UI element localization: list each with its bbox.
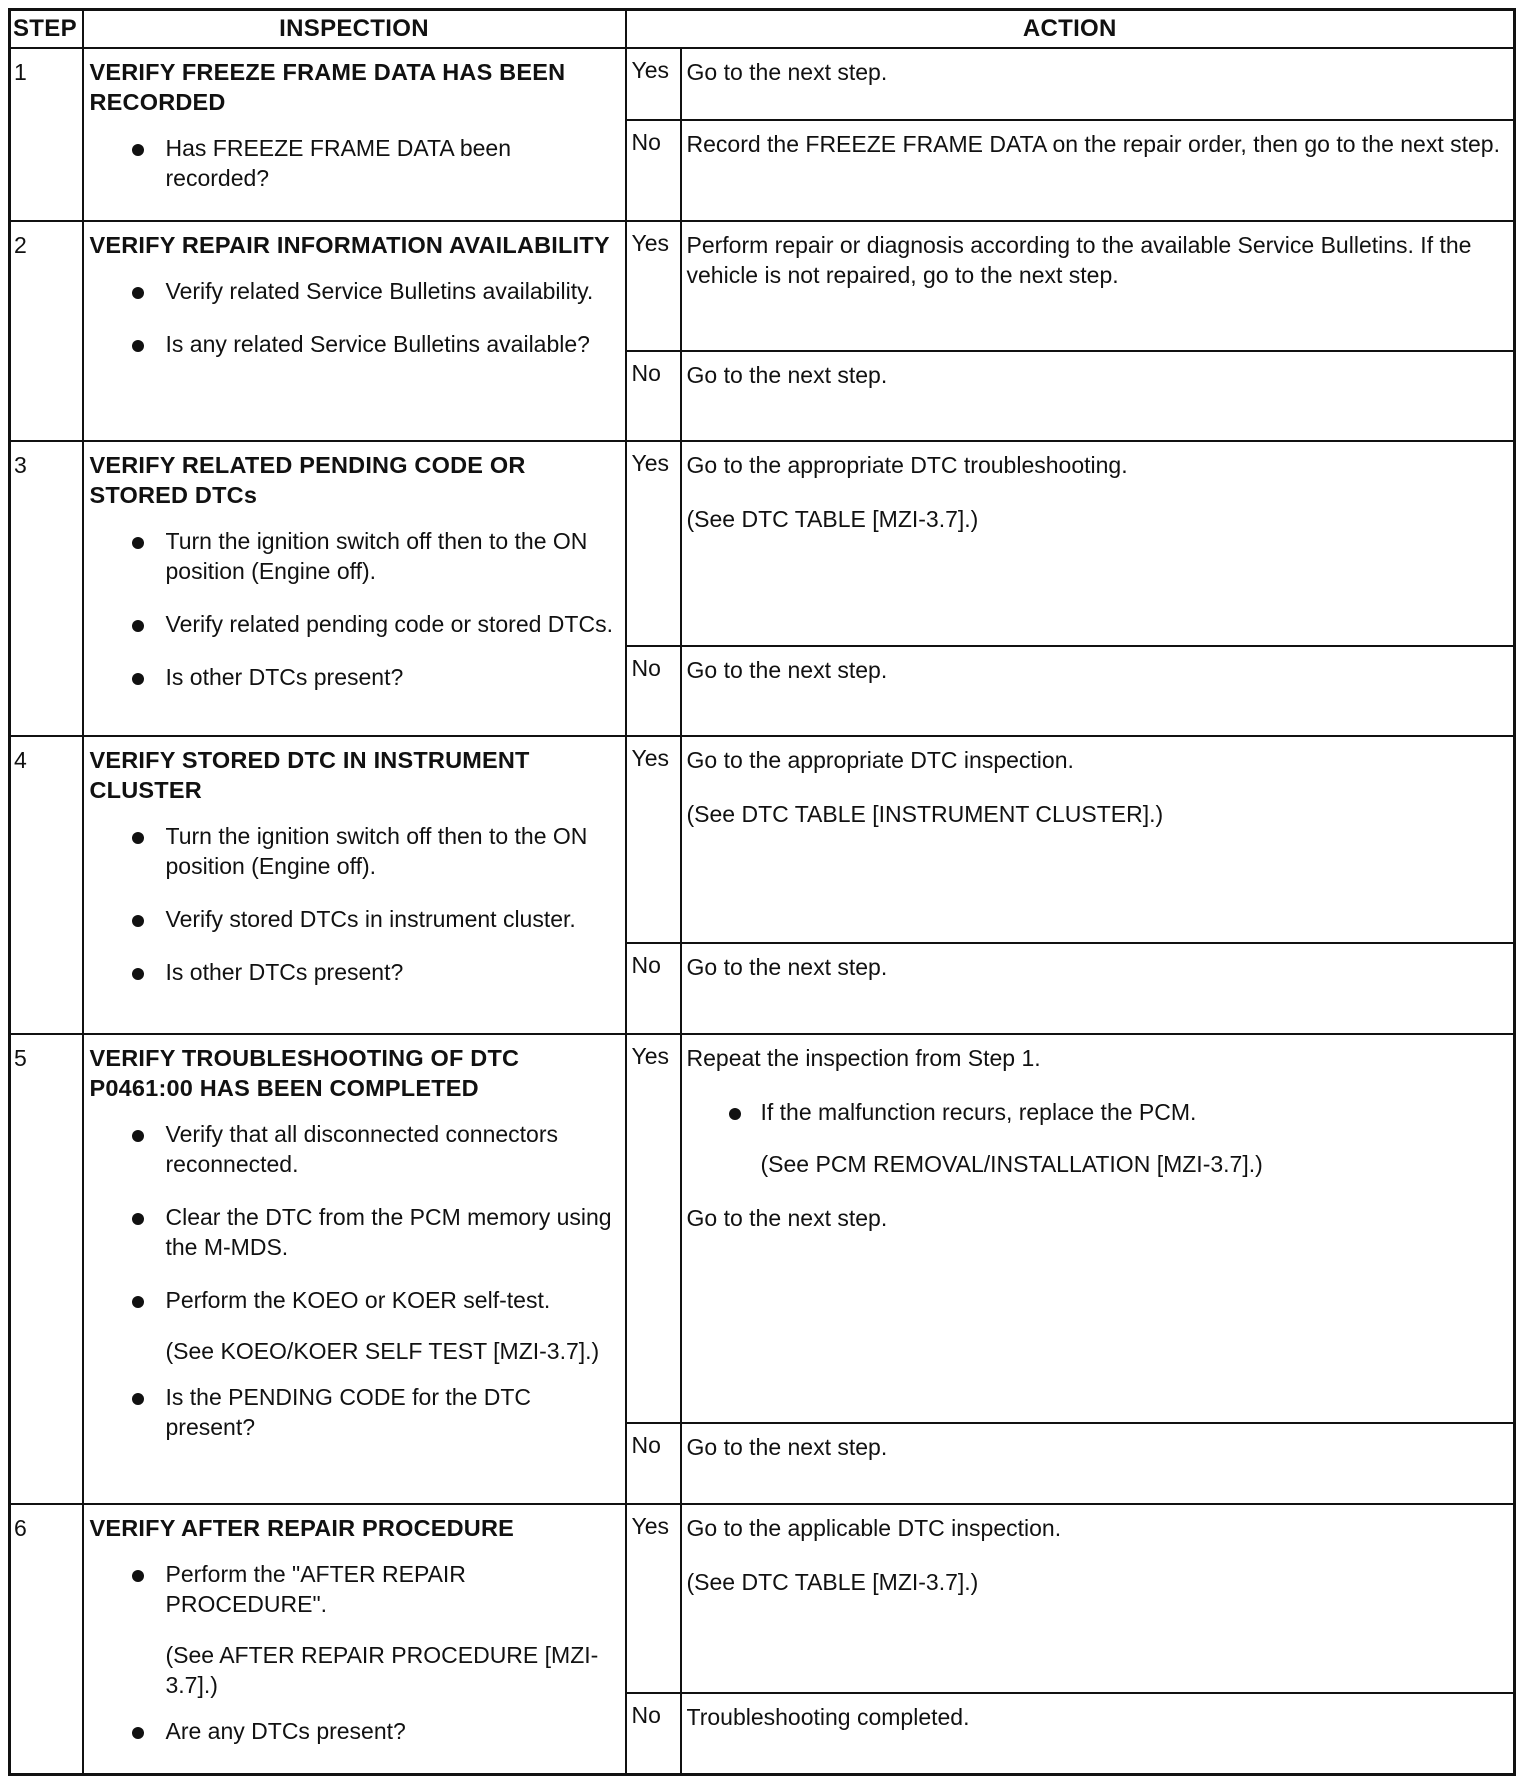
bullet-dot-icon (132, 287, 144, 299)
bullet-dot-icon (132, 1213, 144, 1225)
action-line: Go to the applicable DTC inspection. (686, 1514, 1062, 1541)
bullet-dot-icon (132, 673, 144, 685)
yes-label: Yes (626, 736, 681, 943)
action-line: Go to the next step. (686, 58, 888, 85)
inspection-cell (83, 221, 626, 441)
inspection-bullet (90, 276, 617, 306)
inspection-bullet-text: Verify related pending code or stored DTCs. (165, 610, 613, 637)
yes-label: Yes (626, 1504, 681, 1693)
inspection-bullet-text: Perform the KOEO or KOER self-test. (165, 1286, 551, 1313)
action-line: Go to the next step. (686, 361, 888, 388)
yes-label: Yes (626, 221, 681, 351)
action-line: (See DTC TABLE [MZI-3.7].) (686, 1568, 979, 1595)
no-label: No (626, 1693, 681, 1775)
step-number: 3 (10, 441, 83, 736)
no-action (681, 1423, 1515, 1504)
step-number: 6 (10, 1504, 83, 1775)
no-label: No (626, 351, 681, 441)
action-line: Troubleshooting completed. (686, 1703, 970, 1730)
inspection-reference: (See AFTER REPAIR PROCEDURE [MZI-3.7].) (165, 1641, 599, 1698)
inspection-bullet (90, 133, 617, 193)
inspection-cell (83, 1504, 626, 1775)
bullet-dot-icon (132, 1393, 144, 1405)
yes-action (681, 736, 1515, 943)
table-row (10, 1504, 1515, 1693)
no-action (681, 1693, 1515, 1775)
no-action (681, 646, 1515, 736)
action-line: Go to the next step. (686, 1204, 888, 1231)
yes-action (681, 441, 1515, 646)
inspection-title: VERIFY STORED DTC IN INSTRUMENT CLUSTER (89, 746, 530, 803)
inspection-bullet (90, 1382, 617, 1442)
step-number: 4 (10, 736, 83, 1034)
inspection-bullet (90, 904, 617, 934)
inspection-bullet (90, 609, 617, 639)
action-reference: (See PCM REMOVAL/INSTALLATION [MZI-3.7].) (760, 1150, 1263, 1177)
action-line: Perform repair or diagnosis according to the available Service Bulletins. If the vehicle is not repaired, go to the next step. (686, 231, 1472, 288)
inspection-title: VERIFY AFTER REPAIR PROCEDURE (89, 1514, 514, 1541)
no-action (681, 351, 1515, 441)
inspection-bullet (90, 821, 617, 881)
inspection-bullet-text: Perform the "AFTER REPAIR PROCEDURE". (165, 1560, 466, 1617)
inspection-bullet-text: Turn the ignition switch off then to the ON position (Engine off). (165, 822, 588, 879)
table-row (10, 1034, 1515, 1423)
step-number: 1 (10, 48, 83, 221)
yes-action (681, 1504, 1515, 1693)
bullet-dot-icon (132, 340, 144, 352)
inspection-bullet-text: Is other DTCs present? (165, 958, 404, 985)
inspection-bullet (90, 662, 617, 692)
table-row (10, 736, 1515, 943)
inspection-title: VERIFY FREEZE FRAME DATA HAS BEEN RECORDED (89, 58, 566, 115)
inspection-bullet-text: Verify that all disconnected connectors reconnected. (165, 1120, 559, 1177)
inspection-bullet (90, 1202, 617, 1262)
yes-action (681, 48, 1515, 121)
bullet-dot-icon (132, 1130, 144, 1142)
header-action: ACTION (626, 10, 1515, 48)
inspection-cell (83, 1034, 626, 1504)
inspection-bullet (90, 1119, 617, 1179)
inspection-reference: (See KOEO/KOER SELF TEST [MZI-3.7].) (165, 1337, 600, 1364)
inspection-bullet-text: Is the PENDING CODE for the DTC present? (165, 1383, 532, 1440)
bullet-dot-icon (132, 144, 144, 156)
inspection-bullet-text: Has FREEZE FRAME DATA been recorded? (165, 134, 512, 191)
action-line: (See DTC TABLE [MZI-3.7].) (686, 505, 979, 532)
inspection-bullet (90, 1559, 617, 1619)
no-label: No (626, 1423, 681, 1504)
header-step: STEP (10, 10, 83, 48)
step-number: 5 (10, 1034, 83, 1504)
inspection-bullet-text: Verify stored DTCs in instrument cluster. (165, 905, 576, 932)
bullet-dot-icon (132, 915, 144, 927)
table-row (10, 441, 1515, 646)
action-line: Repeat the inspection from Step 1. (686, 1044, 1041, 1071)
no-action (681, 120, 1515, 220)
inspection-bullet (90, 526, 617, 586)
inspection-cell (83, 441, 626, 736)
action-line: Go to the appropriate DTC inspection. (686, 746, 1074, 773)
action-bullet (687, 1097, 1508, 1127)
table-row (10, 48, 1515, 121)
bullet-dot-icon (132, 832, 144, 844)
inspection-bullet-text: Is any related Service Bulletins available? (165, 330, 590, 357)
inspection-bullet-text: Clear the DTC from the PCM memory using the M-MDS. (165, 1203, 612, 1260)
yes-label: Yes (626, 48, 681, 121)
yes-label: Yes (626, 441, 681, 646)
bullet-dot-icon (132, 1296, 144, 1308)
action-bullet-text: If the malfunction recurs, replace the PCM. (760, 1098, 1197, 1125)
header-row (10, 10, 1515, 48)
action-line: Go to the next step. (686, 1433, 888, 1460)
action-line: Go to the next step. (686, 953, 888, 980)
yes-action (681, 221, 1515, 351)
yes-action (681, 1034, 1515, 1423)
table-row (10, 221, 1515, 351)
inspection-bullet (90, 1716, 617, 1746)
no-label: No (626, 646, 681, 736)
bullet-dot-icon (132, 1727, 144, 1739)
inspection-title: VERIFY RELATED PENDING CODE OR STORED DTCs (89, 451, 526, 508)
bullet-dot-icon (132, 537, 144, 549)
inspection-cell (83, 48, 626, 221)
table-body (10, 48, 1515, 1775)
inspection-bullet-text: Is other DTCs present? (165, 663, 404, 690)
inspection-bullet (90, 329, 617, 359)
inspection-cell (83, 736, 626, 1034)
bullet-dot-icon (132, 968, 144, 980)
bullet-dot-icon (729, 1108, 741, 1120)
inspection-bullet-text: Turn the ignition switch off then to the ON position (Engine off). (165, 527, 588, 584)
no-action (681, 943, 1515, 1034)
header-inspection: INSPECTION (83, 10, 626, 48)
diagnostic-table (8, 8, 1516, 1776)
step-number: 2 (10, 221, 83, 441)
action-line: Go to the next step. (686, 656, 888, 683)
no-label: No (626, 943, 681, 1034)
diagnostic-procedure-sheet (8, 8, 1513, 1776)
yes-label: Yes (626, 1034, 681, 1423)
inspection-bullet-text: Are any DTCs present? (165, 1717, 406, 1744)
inspection-bullet (90, 1285, 617, 1315)
action-line: Go to the appropriate DTC troubleshooting. (686, 451, 1128, 478)
no-label: No (626, 120, 681, 220)
inspection-title: VERIFY REPAIR INFORMATION AVAILABILITY (89, 231, 610, 258)
bullet-dot-icon (132, 1570, 144, 1582)
action-line: Record the FREEZE FRAME DATA on the repair order, then go to the next step. (686, 131, 1500, 158)
inspection-bullet (90, 957, 617, 987)
action-line: (See DTC TABLE [INSTRUMENT CLUSTER].) (686, 800, 1164, 827)
bullet-dot-icon (132, 620, 144, 632)
inspection-bullet-text: Verify related Service Bulletins availability. (165, 277, 594, 304)
inspection-title: VERIFY TROUBLESHOOTING OF DTC P0461:00 HAS BEEN COMPLETED (89, 1044, 520, 1101)
